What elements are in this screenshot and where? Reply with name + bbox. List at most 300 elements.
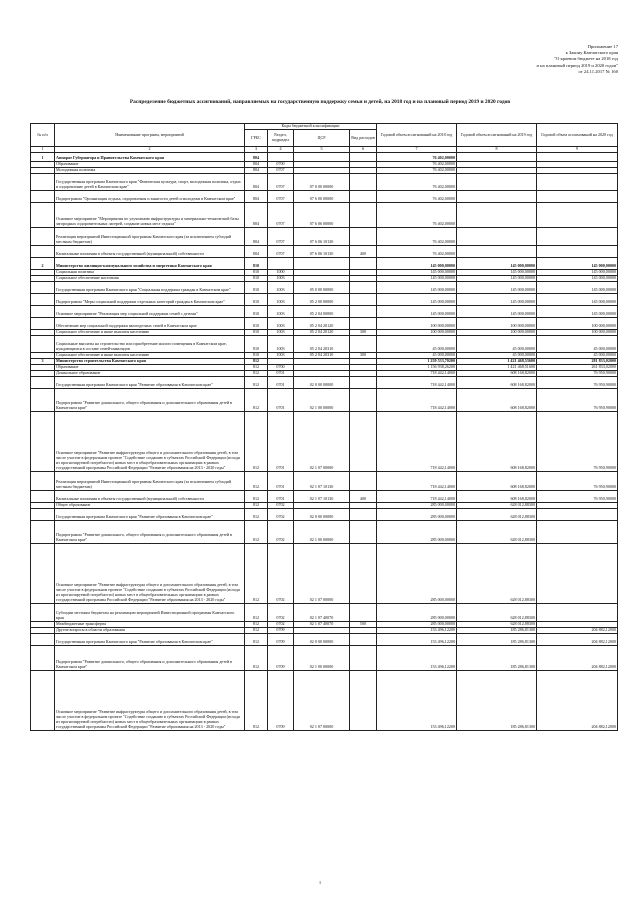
row-vr [350, 543, 377, 603]
row-amount-2019: 145 000,00000 [457, 275, 537, 281]
row-vr [350, 335, 377, 352]
row-number [31, 490, 55, 502]
row-name: Основное мероприятие "Реализация мер социальной поддержки семей с детьми" [55, 305, 245, 317]
table-row [31, 293, 618, 305]
row-number [31, 173, 55, 190]
row-amount-2018: 718 442,14000 [377, 388, 457, 411]
row-amount-2018: 76 402,00000 [377, 152, 457, 161]
table-row [31, 202, 618, 227]
row-amount-2018: 145 000,00000 [377, 275, 457, 281]
row-amount-2018: 76 402,00000 [377, 202, 457, 227]
row-grbs: 812 [245, 645, 268, 670]
row-vr [350, 257, 377, 269]
row-amount-2018: 285 000,00000 [377, 603, 457, 621]
row-name: Образование [55, 364, 245, 370]
row-name: Дошкольное образование [55, 370, 245, 376]
row-amount-2020: 204 882,12000 [537, 633, 618, 645]
row-amount-2020: 76 950,90000 [537, 471, 618, 490]
table-row [31, 281, 618, 293]
row-razdel: 0707 [268, 227, 294, 245]
row-csr: 05 2 04 20310 [294, 335, 350, 352]
appendix-line: и на плановый период 2019 и 2020 годов" [536, 62, 618, 68]
row-amount-2018: 76 402,00000 [377, 161, 457, 167]
table-row [31, 335, 618, 352]
row-number [31, 227, 55, 245]
row-amount-2019 [457, 190, 537, 202]
row-csr: 02 0 00 00000 [294, 633, 350, 645]
row-razdel: 0701 [268, 411, 294, 471]
row-amount-2020 [537, 190, 618, 202]
row-amount-2020: 145 000,00000 [537, 257, 618, 269]
header-codes: Коды бюджетной классификации [245, 124, 377, 130]
table-row [31, 508, 618, 520]
row-number: 1 [31, 152, 55, 161]
row-csr: 05 2 04 20310 [294, 352, 350, 358]
row-amount-2019: 628 012,88300 [457, 543, 537, 603]
row-csr: 02 1 00 00000 [294, 520, 350, 543]
row-razdel: 1003 [268, 335, 294, 352]
row-vr [350, 603, 377, 621]
header-razdel: Раздел, подраздел [268, 130, 294, 147]
row-amount-2020 [537, 173, 618, 190]
table-row [31, 152, 618, 161]
row-amount-2020: 281 833,02000 [537, 358, 618, 364]
row-amount-2018: 100 000,00000 [377, 317, 457, 329]
row-csr [294, 257, 350, 269]
table-row [31, 227, 618, 245]
row-vr [350, 411, 377, 471]
row-csr [294, 152, 350, 161]
row-csr: 07 0 00 00000 [294, 173, 350, 190]
row-amount-2019: 608 168,82000 [457, 411, 537, 471]
row-amount-2020: 76 950,90000 [537, 370, 618, 376]
header-vr: Вид расходов [350, 130, 377, 147]
row-amount-2019: 185 286,81300 [457, 670, 537, 730]
row-amount-2020: 145 000,00000 [537, 305, 618, 317]
row-amount-2019: 628 012,88300 [457, 520, 537, 543]
row-amount-2019 [457, 227, 537, 245]
row-csr: 05 2 00 00000 [294, 293, 350, 305]
row-amount-2018: 718 442,14000 [377, 376, 457, 388]
row-amount-2019: 45 000,00000 [457, 335, 537, 352]
table-row [31, 245, 618, 257]
row-amount-2020: 76 950,90000 [537, 388, 618, 411]
row-grbs: 812 [245, 490, 268, 502]
row-amount-2018: 145 000,00000 [377, 281, 457, 293]
row-vr [350, 317, 377, 329]
row-razdel: 0701 [268, 376, 294, 388]
row-amount-2020 [537, 543, 618, 603]
row-razdel: 1003 [268, 317, 294, 329]
row-amount-2019: 608 168,82000 [457, 376, 537, 388]
row-amount-2018: 45 000,00000 [377, 335, 457, 352]
row-amount-2020: 145 000,00000 [537, 269, 618, 275]
row-amount-2020: 100 000,00000 [537, 329, 618, 335]
row-amount-2018: 145 000,00000 [377, 293, 457, 305]
row-amount-2018: 76 402,00000 [377, 227, 457, 245]
row-amount-2019: 45 000,00000 [457, 352, 537, 358]
row-grbs: 812 [245, 670, 268, 730]
row-csr: 05 2 04 20120 [294, 317, 350, 329]
table-row [31, 376, 618, 388]
row-grbs: 810 [245, 305, 268, 317]
row-name: Социальное обеспечение населения [55, 275, 245, 281]
row-grbs: 812 [245, 376, 268, 388]
row-amount-2020: 45 000,00000 [537, 352, 618, 358]
row-grbs: 812 [245, 471, 268, 490]
row-name: Государственная программа Камчатского края "Развитие образования в Камчатском крае" [55, 376, 245, 388]
row-vr [350, 471, 377, 490]
row-amount-2019: 185 286,81300 [457, 627, 537, 633]
row-razdel: 0709 [268, 670, 294, 730]
row-razdel: 0702 [268, 603, 294, 621]
row-amount-2019 [457, 202, 537, 227]
table-row [31, 645, 618, 670]
table-row [31, 603, 618, 621]
appendix-header [537, 44, 618, 75]
row-vr [350, 388, 377, 411]
row-amount-2018: 285 000,00000 [377, 621, 457, 627]
row-amount-2019: 100 000,00000 [457, 317, 537, 329]
row-vr [350, 376, 377, 388]
row-grbs: 810 [245, 317, 268, 329]
row-vr [350, 202, 377, 227]
header-2019: Годовой объем ассигнований на 2019 год [457, 124, 537, 147]
row-amount-2019 [457, 173, 537, 190]
row-razdel: 0707 [268, 202, 294, 227]
row-csr: 07 6 00 00000 [294, 190, 350, 202]
column-index-cell: 6 [350, 147, 377, 153]
row-amount-2020: 76 950,90000 [537, 490, 618, 502]
row-razdel: 1003 [268, 352, 294, 358]
row-number [31, 508, 55, 520]
row-number [31, 293, 55, 305]
row-name: Социальная политика [55, 269, 245, 275]
row-grbs: 804 [245, 227, 268, 245]
row-amount-2018: 100 000,00000 [377, 329, 457, 335]
row-grbs: 812 [245, 364, 268, 370]
table-row [31, 329, 618, 335]
row-csr: 02 1 07 00000 [294, 543, 350, 603]
row-number [31, 543, 55, 603]
row-amount-2020 [537, 152, 618, 161]
row-name: Министерство строительства Камчатского края [55, 358, 245, 364]
row-grbs: 804 [245, 202, 268, 227]
row-razdel [268, 152, 294, 161]
table-row [31, 388, 618, 411]
table-row [31, 490, 618, 502]
row-amount-2018: 1 259 533,70200 [377, 358, 457, 364]
row-grbs: 810 [245, 352, 268, 358]
row-csr: 05 2 04 00000 [294, 305, 350, 317]
row-name: Образование [55, 161, 245, 167]
row-number [31, 281, 55, 293]
row-csr: 02 1 00 00000 [294, 388, 350, 411]
row-name: Капитальные вложения в объекты государственной (муниципальной) собственности [55, 245, 245, 257]
row-name: Министерство жилищно-коммунального хозяйства и энергетики Камчатского края [55, 257, 245, 269]
row-number [31, 202, 55, 227]
row-razdel: 1003 [268, 329, 294, 335]
row-amount-2018: 145 000,00000 [377, 257, 457, 269]
row-amount-2020 [537, 520, 618, 543]
row-vr [350, 173, 377, 190]
row-amount-2020 [537, 245, 618, 257]
row-razdel: 0707 [268, 190, 294, 202]
column-index-cell: 7 [377, 147, 457, 153]
row-number [31, 190, 55, 202]
row-razdel: 0701 [268, 490, 294, 502]
row-amount-2019: 608 168,82000 [457, 471, 537, 490]
row-csr: 07 6 06 10130 [294, 245, 350, 257]
row-number [31, 317, 55, 329]
row-amount-2018: 718 442,14000 [377, 370, 457, 376]
header-grbs: ГРБС [245, 130, 268, 147]
row-name: Капитальные вложения в объекты государственной (муниципальной) собственности [55, 490, 245, 502]
row-vr [350, 293, 377, 305]
row-grbs: 804 [245, 161, 268, 167]
row-razdel: 1003 [268, 275, 294, 281]
row-amount-2018: 285 000,00000 [377, 520, 457, 543]
row-amount-2019: 628 012,88300 [457, 621, 537, 627]
table-row [31, 411, 618, 471]
row-grbs: 812 [245, 633, 268, 645]
row-csr: 07 6 06 10130 [294, 227, 350, 245]
row-amount-2019 [457, 245, 537, 257]
appendix-line: Приложение 17 [587, 44, 618, 49]
row-number [31, 245, 55, 257]
row-grbs: 810 [245, 329, 268, 335]
row-name: Подпрограмма "Развитие дошкольного, общего образования и дополнительного образования детей в Камчатском крае" [55, 645, 245, 670]
row-amount-2018: 153 496,12200 [377, 670, 457, 730]
table-row [31, 633, 618, 645]
header-num: № п/п [31, 124, 55, 147]
column-index-cell: 3 [245, 147, 268, 153]
row-vr [350, 670, 377, 730]
table-header [31, 124, 618, 153]
row-razdel [268, 257, 294, 269]
row-name: Общее образование [55, 502, 245, 508]
row-grbs: 804 [245, 245, 268, 257]
row-razdel: 0709 [268, 645, 294, 670]
row-vr [350, 633, 377, 645]
row-amount-2018: 45 000,00000 [377, 352, 457, 358]
row-name: Социальное обеспечение и иные выплаты населению [55, 352, 245, 358]
row-amount-2019: 1 421 468,51600 [457, 364, 537, 370]
row-razdel: 0707 [268, 245, 294, 257]
row-grbs: 804 [245, 152, 268, 161]
row-amount-2020 [537, 227, 618, 245]
row-amount-2020: 76 950,90000 [537, 376, 618, 388]
table-row [31, 471, 618, 490]
row-amount-2019: 608 168,82000 [457, 490, 537, 502]
column-index-cell: 9 [537, 147, 618, 153]
row-number [31, 603, 55, 621]
row-name: Реализация мероприятий Инвестиционной программы Камчатского края (за исключением субсидий местным бюджетам) [55, 471, 245, 490]
table-row [31, 352, 618, 358]
table-row [31, 257, 618, 269]
row-name: Реализация мероприятий Инвестиционной программы Камчатского края (за исключением субсидий местным бюджетам) [55, 227, 245, 245]
row-razdel: 0701 [268, 471, 294, 490]
row-name: Подпрограмма "Меры социальной поддержки отдельных категорий граждан в Камчатском крае" [55, 293, 245, 305]
row-razdel: 0702 [268, 543, 294, 603]
row-grbs: 810 [245, 269, 268, 275]
row-number [31, 645, 55, 670]
row-name: Подпрограмма "Развитие дошкольного, общего образования и дополнительного образования детей в Камчатском крае" [55, 388, 245, 411]
row-number [31, 411, 55, 471]
row-name: Основное мероприятие "Развитие инфраструктуры общего и дополнительного образования детей, в том числе участие в федеральном проекте "Содействие созданию в субъектах Российской Федерации (исходя из прогнозируемой потребности) новых мест в общеобразовательных организациях в рамках государственной программы Российской Федерации "Развитие образования на 2013 - 2020 годы" [55, 411, 245, 471]
row-vr: 400 [350, 490, 377, 502]
row-csr: 05 2 04 20120 [294, 329, 350, 335]
row-name: Подпрограмма "Организация отдыха, оздоровления и занятости детей и молодежи в Камчатском крае" [55, 190, 245, 202]
row-razdel: 0700 [268, 364, 294, 370]
row-grbs: 810 [245, 257, 268, 269]
row-amount-2019: 145 000,00000 [457, 293, 537, 305]
row-grbs: 812 [245, 627, 268, 633]
row-csr: 02 1 07 00000 [294, 411, 350, 471]
row-grbs: 804 [245, 190, 268, 202]
column-index-cell: 2 [55, 147, 245, 153]
row-razdel: 0701 [268, 388, 294, 411]
table-body [31, 152, 618, 730]
row-amount-2018: 285 000,00000 [377, 502, 457, 508]
row-grbs: 810 [245, 281, 268, 293]
row-grbs: 812 [245, 411, 268, 471]
row-amount-2020: 204 882,12000 [537, 670, 618, 730]
row-amount-2020: 145 000,00000 [537, 281, 618, 293]
row-razdel: 0709 [268, 633, 294, 645]
row-name: Межбюджетные трансферты [55, 621, 245, 627]
row-number [31, 471, 55, 490]
row-razdel: 1003 [268, 293, 294, 305]
row-name: Государственная программа Камчатского края "Развитие образования в Камчатском крае" [55, 508, 245, 520]
row-amount-2018: 145 000,00000 [377, 269, 457, 275]
row-csr: 02 0 00 00000 [294, 508, 350, 520]
row-amount-2019 [457, 152, 537, 161]
row-amount-2020: 45 000,00000 [537, 335, 618, 352]
appendix-line: "О краевом бюджете на 2018 год [554, 56, 618, 62]
row-amount-2019: 185 286,81300 [457, 645, 537, 670]
row-name: Государственная программа Камчатского края "Развитие образования в Камчатском крае" [55, 633, 245, 645]
row-amount-2020 [537, 603, 618, 621]
row-razdel: 0707 [268, 167, 294, 173]
row-csr: 05 0 00 00000 [294, 281, 350, 293]
row-razdel: 1003 [268, 281, 294, 293]
row-name: Социальное обеспечение и иные выплаты населению [55, 329, 245, 335]
row-razdel: 1000 [268, 269, 294, 275]
row-amount-2018: 153 496,12200 [377, 633, 457, 645]
header-name: Наименование программ, мероприятий [55, 124, 245, 147]
row-amount-2019: 145 000,00000 [457, 305, 537, 317]
row-amount-2019: 145 000,00000 [457, 281, 537, 293]
table-row [31, 520, 618, 543]
row-name: Социальные выплаты на строительство или приобретение жилого помещения в Камчатском крае, нуждающимся в составе семей-инвалидов [55, 335, 245, 352]
row-amount-2020 [537, 202, 618, 227]
column-index-cell: 8 [457, 147, 537, 153]
row-name: Аппарат Губернатора и Правительства Камчатского края [55, 152, 245, 161]
row-vr [350, 281, 377, 293]
row-amount-2020: 145 000,00000 [537, 275, 618, 281]
row-grbs: 812 [245, 358, 268, 364]
row-vr: 500 [350, 621, 377, 627]
row-name: Основное мероприятие "Развитие инфраструктуры общего и дополнительного образования детей, в том числе участие в федеральном проекте "Содействие созданию в субъектах Российской Федерации (исходя из прогнозируемой потребности) новых мест в общеобразовательных организациях в рамках государственной программы Российской Федерации "Развитие образования на 2013 - 2020 годы" [55, 670, 245, 730]
row-razdel: 1003 [268, 305, 294, 317]
row-grbs: 812 [245, 543, 268, 603]
row-amount-2020: 261 833,02000 [537, 364, 618, 370]
page-number: 1 [318, 880, 322, 885]
row-csr: 02 1 07 40070 [294, 621, 350, 627]
row-grbs: 812 [245, 603, 268, 621]
row-grbs: 812 [245, 370, 268, 376]
row-amount-2019: 628 012,88300 [457, 502, 537, 508]
row-grbs: 804 [245, 173, 268, 190]
row-number [31, 376, 55, 388]
row-vr: 300 [350, 352, 377, 358]
row-number [31, 388, 55, 411]
row-amount-2018: 145 000,00000 [377, 305, 457, 317]
row-vr [350, 520, 377, 543]
row-csr: 02 1 07 00000 [294, 670, 350, 730]
row-name: Основное мероприятие "Развитие инфраструктуры общего и дополнительного образования детей, в том числе участие в федеральном проекте "Содействие созданию в субъектах Российской Федерации (исходя из прогнозируемой потребности) новых мест в общеобразовательных организациях в рамках государственной программы Российской Федерации "Развитие образования на 2013 - 2020 годы" [55, 543, 245, 603]
row-razdel: 0709 [268, 627, 294, 633]
row-razdel: 0700 [268, 161, 294, 167]
row-csr: 07 6 06 00000 [294, 202, 350, 227]
row-amount-2019: 1 421 468,53600 [457, 358, 537, 364]
row-csr: 02 0 00 00000 [294, 376, 350, 388]
row-amount-2018: 76 402,00000 [377, 167, 457, 173]
header-csr: ЦСР [294, 130, 350, 147]
row-amount-2020: 204 882,12000 [537, 645, 618, 670]
row-razdel: 0702 [268, 520, 294, 543]
row-grbs: 810 [245, 335, 268, 352]
row-vr [350, 508, 377, 520]
row-amount-2018: 153 496,12200 [377, 627, 457, 633]
row-amount-2018: 285 000,00000 [377, 508, 457, 520]
row-grbs: 812 [245, 388, 268, 411]
row-amount-2019: 100 000,00000 [457, 329, 537, 335]
row-razdel: 0702 [268, 621, 294, 627]
row-amount-2018: 1 156 938,26200 [377, 364, 457, 370]
row-number [31, 335, 55, 352]
table-row [31, 190, 618, 202]
header-2018: Годовой объем ассигнований на 2018 год [377, 124, 457, 147]
row-grbs: 812 [245, 621, 268, 627]
row-razdel: 0702 [268, 508, 294, 520]
row-grbs: 810 [245, 293, 268, 305]
row-vr: 400 [350, 245, 377, 257]
row-amount-2020 [537, 508, 618, 520]
row-vr [350, 190, 377, 202]
appendix-line: к Закону Камчатского края [565, 50, 618, 56]
row-amount-2019: 185 286,81300 [457, 633, 537, 645]
table-row [31, 670, 618, 730]
row-amount-2019: 628 012,88300 [457, 508, 537, 520]
table-row [31, 317, 618, 329]
row-grbs: 812 [245, 508, 268, 520]
row-razdel: 0701 [268, 370, 294, 376]
row-csr: 02 1 07 40070 [294, 603, 350, 621]
row-number: 2 [31, 257, 55, 269]
document-title: Распределение бюджетных ассигнований, направляемых на государственную поддержку семьи и детей, на 2018 год и на плановый период 2019 и 2020 годов [129, 99, 511, 105]
row-name: Основное мероприятие "Мероприятия по улучшению инфраструктуры и материально-технической базы загородных оздоровительных лагерей, создание новых мест отдыха" [55, 202, 245, 227]
row-amount-2020: 100 000,00000 [537, 317, 618, 329]
header-2020: Годовой объем ассигнований на 2020 год [537, 124, 618, 147]
row-csr: 02 1 07 10130 [294, 471, 350, 490]
row-number [31, 633, 55, 645]
row-csr: 02 1 00 00000 [294, 645, 350, 670]
row-grbs: 810 [245, 275, 268, 281]
row-amount-2018: 718 442,14000 [377, 411, 457, 471]
row-name: Государственная программа Камчатского края "Физическая культура, спорт, молодежная политика, отдых и оздоровление детей в Камчатском крае" [55, 173, 245, 190]
